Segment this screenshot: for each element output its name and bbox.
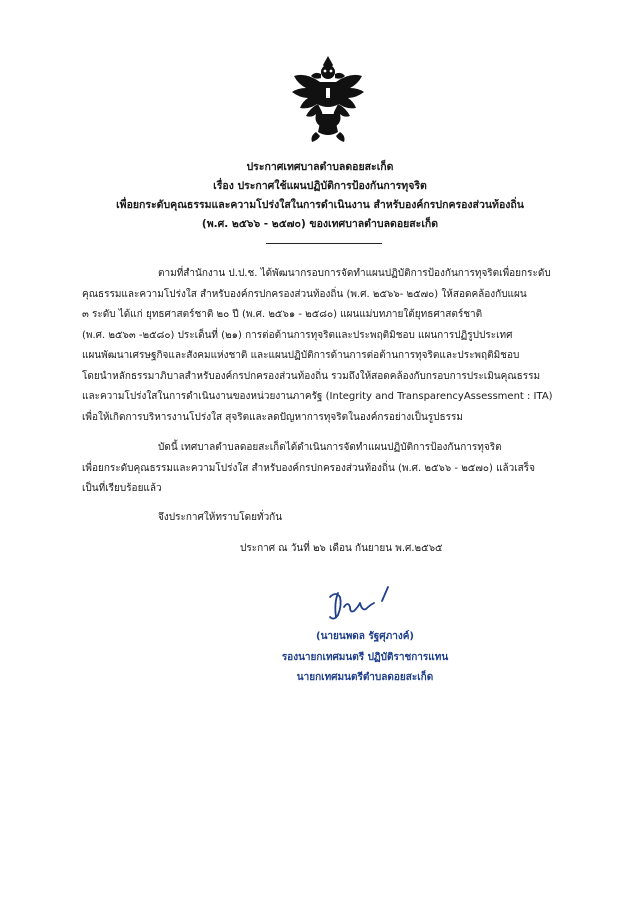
paragraph-line: เป็นที่เรียบร้อยแล้ว — [82, 483, 162, 494]
body-paragraph-1 — [82, 264, 562, 428]
announcement-subject-line3: (พ.ศ. ๒๕๖๖ - ๒๕๗๐) ของเทศบาลตำบลดอยสะเก็ด — [201, 218, 439, 230]
paragraph-line: บัดนี้ เทศบาลตำบลดอยสะเก็ดได้ดำเนินการจัดทำแผนปฏิบัติการป้องกันการทุจริต — [158, 442, 502, 453]
closing-statement — [82, 508, 562, 529]
paragraph-line: และความโปร่งใสในการดำเนินงานของหน่วยงานภาครัฐ (Integrity and TransparencyAssessment : ITA) — [82, 391, 553, 402]
signatory-position: รองนายกเทศมนตรี ปฏิบัติราชการแทน — [281, 652, 449, 663]
paragraph-line: (พ.ศ. ๒๕๖๓ -๒๕๘๐) ประเด็นที่ (๒๑) การต่อต้านการทุจริตและประพฤติมิชอบ แผนการปฏิรูปประเทศ — [82, 329, 513, 341]
announcement-title: ประกาศเทศบาลตำบลดอยสะเก็ด — [246, 161, 394, 173]
title-divider — [266, 243, 382, 244]
paragraph-line: โดยนำหลักธรรมาภิบาลสำหรับองค์กรปกครองส่วนท้องถิ่น รวมถึงให้สอดคล้องกับกรอบการประเมินคุณธรรม — [82, 370, 541, 382]
paragraph-line: ๓ ระดับ ได้แก่ ยุทธศาสตร์ชาติ ๒๐ ปี (พ.ศ. ๒๕๖๑ - ๒๕๘๐) แผนแม่บทภายใต้ยุทธศาสตร์ชาติ — [82, 309, 483, 320]
signatory-position-2: นายกเทศมนตรีตำบลดอยสะเก็ด — [296, 672, 434, 683]
closing-text: จึงประกาศให้ทราบโดยทั่วกัน — [158, 512, 283, 523]
paragraph-line: เพื่อให้เกิดการบริหารงานโปร่งใส สุจริตและลดปัญหาการทุจริตในองค์กรอย่างเป็นรูปธรรม — [82, 411, 463, 423]
paragraph-line: คุณธรรมและความโปร่งใส สำหรับองค์กรปกครองส่วนท้องถิ่น (พ.ศ. ๒๕๖๖- ๒๕๗๐) ให้สอดคล้องกับแผน — [82, 288, 527, 300]
announcement-date: ประกาศ ณ วันที่ ๒๖ เดือน กันยายน พ.ศ.๒๕๖๕ — [240, 543, 443, 554]
paragraph-line: แผนพัฒนาเศรษฐกิจและสังคมแห่งชาติ และแผนปฏิบัติการด้านการต่อต้านการทุจริตและประพฤติมิชอบ — [82, 350, 520, 361]
body-paragraph-2 — [82, 438, 562, 500]
handwritten-signature — [322, 583, 412, 629]
paragraph-line: ตามที่สำนักงาน ป.ป.ช. ได้พัฒนากรอบการจัดทำแผนปฏิบัติการป้องกันการทุจริตเพื่อยกระดับ — [158, 268, 551, 279]
paragraph-line: เพื่อยกระดับคุณธรรมและความโปร่งใส สำหรับองค์กรปกครองส่วนท้องถิ่น (พ.ศ. ๒๕๖๖ - ๒๕๗๐) แล้วเสร็จ — [82, 462, 536, 474]
signatory-name: (นายนพดล รัฐศุภางค์) — [316, 631, 414, 642]
announcement-subject: เรื่อง ประกาศใช้แผนปฏิบัติการป้องกันการทุจริต — [213, 180, 427, 192]
announcement-subject-line2: เพื่อยกระดับคุณธรรมและความโปร่งใสในการดำเนินงาน สำหรับองค์กรปกครองส่วนท้องถิ่น — [116, 199, 524, 211]
garuda-emblem — [290, 52, 366, 144]
